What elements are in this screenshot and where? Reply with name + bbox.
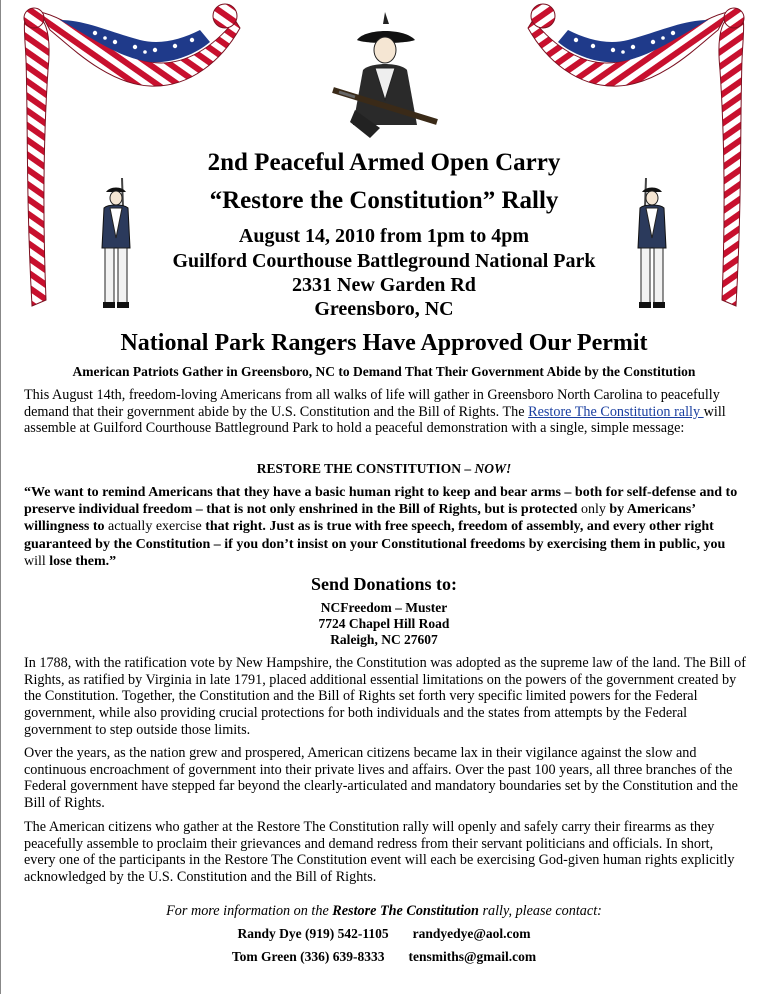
subheading: American Patriots Gather in Greensboro, NC to Demand That Their Government Abide by the Constitution [72,364,696,379]
contact-intro-bold: Restore The Constitution [332,903,479,919]
donation-address-line-3: Raleigh, NC 27607 [330,632,438,647]
title-line-1: 2nd Peaceful Armed Open Carry [207,149,561,176]
slogan-main: RESTORE THE CONSTITUTION – [256,461,475,476]
slogan [0,461,768,477]
quote-part-5: that right. Just as is true with free speech, freedom of assembly, and every other right guaranteed by the Constitution – if you don’t insist on your Constitutional freedoms by exercising them in public, you [24,519,726,552]
contact-person-2: Tom Green (336) 639-8333 [231,949,385,964]
event-street: 2331 New Garden Rd [292,274,476,296]
encroachment-paragraph: Over the years, as the nation grew and prospered, American citizens became lax in their vigilance against the slow and continuous encroachment of government into their private lives and affairs. Over the past 100 years, all three branches of the Federal government have stepped far beyond the clearly-articulated and mandatory boundaries set by the Constitution and the Bill of Rights. [24,745,738,812]
restore-constitution-link[interactable]: Restore The Constitution rally [528,403,704,420]
intro-text-after: will assemble at Guilford Courthouse Battleground Park to hold a peaceful demonstration with a single, simple message: [24,403,726,437]
quote-part-7: lose them.” [49,553,117,569]
intro-text-before: This August 14th, freedom-loving Americans from all walks of life will gather in Greensboro North Carolina to peacefully demand that their government abide by the U.S. Constitution and the Bill of Rights. The [24,387,720,420]
contact-email-2[interactable]: tensmiths@gmail.com [408,949,537,964]
contact-intro-after: rally, please contact: [478,903,602,919]
quote-part-6: will [24,553,50,569]
quote-paragraph [24,484,746,570]
event-city: Greensboro, NC [314,298,454,320]
minuteman-icon [325,10,445,140]
contact-line-1 [0,925,768,943]
donation-address-line-2: 7724 Chapel Hill Road [318,616,450,631]
quote-part-4: actually exercise [108,519,206,535]
contact-email-1[interactable]: randyedye@aol.com [412,926,531,941]
donation-address-line-1: NCFreedom – Muster [320,600,448,615]
contact-intro-before: For more information on the [166,903,333,919]
event-venue: Guilford Courthouse Battleground National Park [172,250,596,272]
quote-part-2: only [580,502,610,518]
event-date: August 14, 2010 from 1pm to 4pm [238,225,530,247]
permit-heading: National Park Rangers Have Approved Our Permit [120,330,648,356]
contact-intro [0,902,768,920]
slogan-emphasis: NOW! [474,461,512,476]
quote-part-3: by Americans’ willingness to [24,502,696,535]
rally-paragraph: The American citizens who gather at the Restore The Constitution rally will openly and safely carry their firearms as they peacefully assemble to proclaim their grievances and demand redress from their servant politicians and officials. In short, every one of the participants in the Restore The Constitution event will each be exercising God-given human rights explicitly acknowledged by the U.S. Constitution and the Bill of Rights. [24,819,735,886]
title-line-2: “Restore the Constitution” Rally [209,187,559,214]
contact-line-2 [0,948,768,966]
history-paragraph: In 1788, with the ratification vote by New Hampshire, the Constitution was adopted as the supreme law of the land. The Bill of Rights, as ratified by Virginia in late 1791, placed additional essential limitations on the powers of the government created by the Constitution. Together, the Constitution and the Bill of Rights set forth very specific limited powers for the Federal government, while also providing crucial protections for both individuals and the states from attempts by the Federal government to step outside those limits. [24,655,746,738]
quote-part-1: “We want to remind Americans that they have a basic human right to keep and bear arms – both for self-defense and to preserve individual freedom – that is not only enshrined in the Bill of Rights, but is protected [24,485,738,518]
contact-person-1: Randy Dye (919) 542-1105 [237,926,389,941]
donations-heading: Send Donations to: [310,574,458,594]
intro-paragraph [24,387,746,437]
